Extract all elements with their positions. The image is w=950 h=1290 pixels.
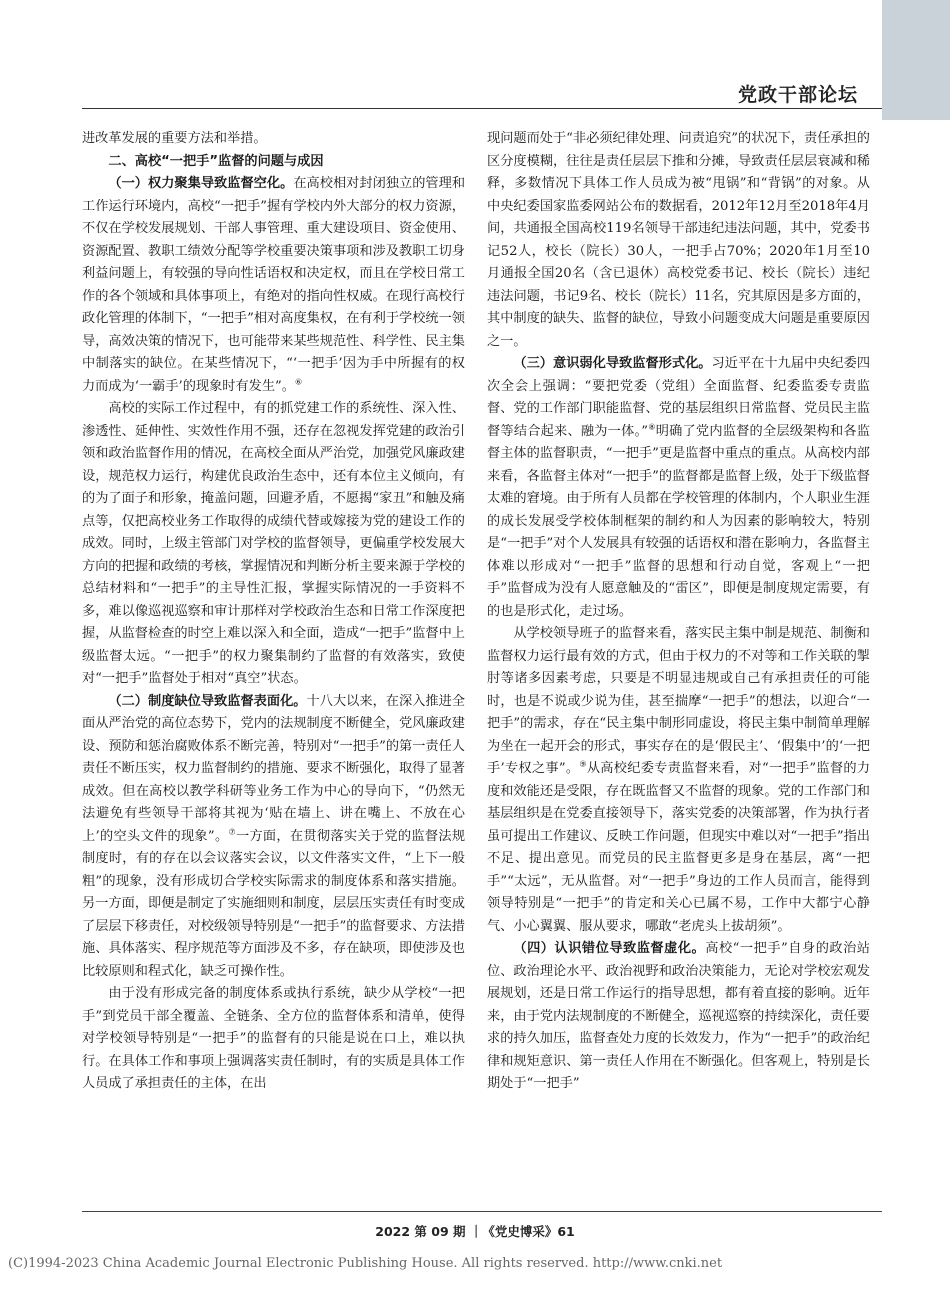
subsection-title: （二）制度缺位导致监督表面化。 xyxy=(108,693,307,709)
footnote-ref: ⑨ xyxy=(579,759,587,769)
page-footer: 2022 第 09 期 ｜《党史博采》61 xyxy=(375,1224,575,1239)
paragraph: 由于没有形成完备的制度体系或执行系统，缺少从学校“一把手”到党员干部全覆盖、全链条、全方位的监督体系和清单，使得对学校领导特别是“一把手”的监督有的只能是说在口上，难以执行。在具体工作和事项上强调落实责任制时，有的实质是具体工作人员成了承担责任的主体，在出 xyxy=(82,986,465,1091)
paragraph-text: 在高校相对封闭独立的管理和工作运行环境内，高校“一把手”握有学校内外大部分的权力资源，不仅在学校发展规划、干部人事管理、重大建设项目、资金使用、资源配置、教职工绩效分配等学校重要决策事项和涉及教职工切身利益问题上，有较强的导向性话语权和决定权，而且在学校日常工作的各个领域和具体事项上，有绝对的指向性权威。在现行高校行政化管理的体制下，“一把手”相对高度集权，在有利于学校统一领导，高效决策的情况下，也可能带来某些规范性、科学性、民主集中制落实的缺位。在某些情况下，“‘一把手’因为手中所握有的权力而成为‘一霸手’的现象时有发生”。 xyxy=(82,176,465,394)
footnote-ref: ⑥ xyxy=(294,377,303,387)
paragraph-text: 十八大以来，在深入推进全面从严治党的高位态势下，党内的法规制度不断健全，党风廉政建设、预防和惩治腐败体系不断完善，特别对“一把手”的第一责任人责任不断压实，权力监督制约的措施、要求不断强化，取得了显著成效。但在高校以教学科研等业务工作为中心的导向下，“仍然无法避免有些领导干部将其视为‘贴在墙上、讲在嘴上、不放在心上’的空头文件的现象”。 xyxy=(82,693,465,844)
subsection-title: （三）意识弱化导致监督形式化。 xyxy=(513,356,712,371)
paragraph xyxy=(487,938,870,1096)
paragraph xyxy=(487,623,870,938)
copyright-notice: (C)1994-2023 China Academic Journal Electronic Publishing House. All rights reserved. http://www.cnki.net xyxy=(8,1256,723,1271)
corner-color-block xyxy=(882,0,950,120)
paragraph: 进改革发展的重要方法和举措。 xyxy=(82,131,267,146)
paragraph-text: 高校“一把手”自身的政治站位、政治理论水平、政治视野和政治决策能力，无论对学校宏观发展规划，还是日常工作运行的指导思想，都有着直接的影响。近年来，由于党内法规制度的不断健全，巡视巡察的持续深化，责任要求的持久加压，监督查处力度的长效发力，作为“一把手”的政治纪律和规矩意识、第一责任人作用在不断强化。但客观上，特别是长期处于“一把手” xyxy=(487,941,870,1091)
paragraph xyxy=(82,691,465,984)
paragraph xyxy=(487,353,870,623)
paragraph-text: 从学校领导班子的监督来看，落实民主集中制是规范、制衡和监督权力运行最有效的方式，但由于权力的不对等和工作关联的掣肘等诸多因素考虑，只要是不明显违规或自己有承担责任的可能时，也是不说或少说为佳，甚至揣摩“一把手”的想法，以迎合“一把手”的需求，存在“民主集中制形同虚设，将民主集中制简单理解为坐在一起开会的形式，事实存在的是‘假民主’、‘假集中’的‘一把手’专权之事”。 xyxy=(487,626,870,776)
section-heading: 二、高校“一把手”监督的问题与成因 xyxy=(108,153,324,169)
subsection-title: （一）权力聚集导致监督空化。 xyxy=(108,176,294,191)
paragraph: 高校的实际工作过程中，有的抓党建工作的系统性、深入性、渗透性、延伸性、实效性作用不强，还存在忽视发挥党建的政治引领和政治监督作用的情况，在高校全面从严治党，加强党风廉政建设，规范权力运行，构建优良政治生态中，还有本位主义倾向，有的为了面子和形象，掩盖问题，回避矛盾，不愿揭“家丑”和触及痛点等，仅把高校业务工作取得的成绩代替或嫁接为党的建设工作的成效。同时，上级主管部门对学校的监督领导，更偏重学校发展大方向的把握和政绩的考核，掌握情况和判断分析主要来源于学校的总结材料和“一把手”的主导性汇报，掌握实际情况的一手资料不多，难以像巡视巡察和审计那样对学校政治生态和日常工作深度把握，从监督检查的时空上难以深入和全面，造成“一把手”监督中上级监督太远。“一把手”的权力聚集制约了监督的有效落实，致使对“一把手”监督处于相对“真空”状态。 xyxy=(82,401,465,686)
paragraph xyxy=(82,173,465,398)
left-column xyxy=(82,128,465,1208)
right-column xyxy=(487,128,870,1208)
footer-divider xyxy=(82,1211,882,1212)
paragraph-text: 从高校纪委专责监督来看，对“一把手”监督的力度和效能还是受限，存在既监督又不监督的现象。党的工作部门和基层组织是在党委直接领导下，落实党委的决策部署，作为执行者虽可提出工作建议、反映工作问题，但现实中难以对“一把手”指出不足、提出意见。而党员的民主监督更多是身在基层，离“一把手”“太远”，无从监督。对“一把手”身边的工作人员而言，能得到领导特别是“一把手”的肯定和关心已属不易，工作中大都宁心静气、小心翼翼、服从要求，哪敢“老虎头上拔胡须”。 xyxy=(487,761,870,934)
section-title: 党政干部论坛 xyxy=(737,84,858,106)
header-divider xyxy=(82,108,882,109)
paragraph-text: 明确了党内监督的全层级架构和各监督主体的监督职责，“一把手”更是监督中重点的重点。从高校内部来看，各监督主体对“一把手”的监督都是监督上级，处于下级监督太难的窘境。由于所有人员都在学校管理的体制内，个人职业生涯的成长发展受学校体制框架的制约和人为因素的影响较大，特别是“一把手”对个人发展具有较强的话语权和潜在影响力，各监督主体难以形成对“一把手”监督的思想和行动自觉，客观上“一把手”监督成为没有人愿意触及的“雷区”，即便是制度规定需要，有的也是形式化，走过场。 xyxy=(487,423,870,619)
paragraph-text: 一方面，在贯彻落实关于党的监督法规制度时，有的存在以会议落实会议，以文件落实文件，“上下一般粗”的现象，没有形成切合学校实际需求的制度体系和落实措施。另一方面，即便是制定了实施细则和制度，层层压实责任有时变成了层层下移责任，对校级领导特别是“一把手”的监督要求、方法措施、具体落实、程序规范等方面涉及不多，存在缺项，即使涉及也比较原则和程式化，缺乏可操作性。 xyxy=(82,828,465,979)
footnote-ref: ⑦ xyxy=(228,827,236,837)
paragraph: 现问题而处于“非必须纪律处理、问责追究”的状况下，责任承担的区分度模糊，往往是责任层层下推和分摊，导致责任层层衰减和稀释，多数情况下具体工作人员成为被“甩锅”和“背锅”的对象。从中央纪委国家监委网站公布的数据看，2012年12月至2018年4月间，共通报全国高校119名领导干部违纪违法问题，其中，党委书记52人，校长（院长）30人，一把手占70%；2020年1月至10月通报全国20名（含已退休）高校党委书记、校长（院长）违纪违法问题，书记9名、校长（院长）11名，究其原因是多方面的，其中制度的缺失、监督的缺位，导致小问题变成大问题是重要原因之一。 xyxy=(487,131,870,349)
paragraph-text: 习近平在十九届中央纪委四次全会上强调：“要把党委（党组）全面监督、纪委监委专责监督、党的工作部门职能监督、党的基层组织日常监督、党员民主监督等结合起来、融为一体。” xyxy=(487,356,870,439)
footnote-ref: ⑧ xyxy=(648,422,656,432)
subsection-title: （四）认识错位导致监督虚化。 xyxy=(513,941,706,956)
